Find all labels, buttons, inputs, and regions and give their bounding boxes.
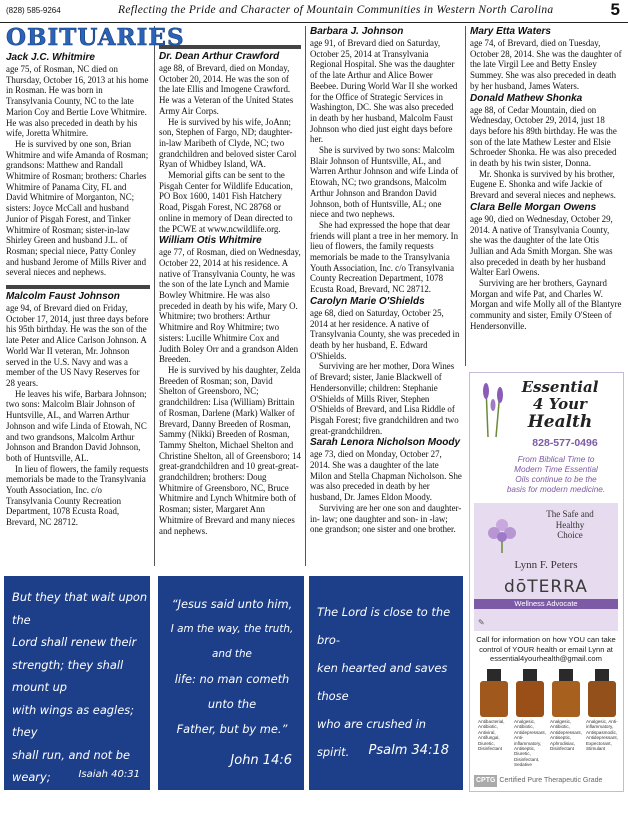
info-line: control of YOUR health or email Lynn at (479, 644, 613, 654)
obit-text: age 91, of Brevard died on Saturday, October 25, 2014 at Transylvania Regional Hospital. She was the daughter of the late Arthur and Alice Bower Beebee. During World War II she worked for the Office of Strategic Services in Washington, DC. She was also preceded in death by her husband, Malcolm Faust Johnson who died just eight days before her. (310, 38, 458, 145)
obit-text: age 90, died on Wednesday, October 29, 2014. A native of Transylvania County, she was the daughter of the late Otis Jullian and Ada Smith Morgan. She was also preceded in death by her husband Walter Earl Owens. (470, 213, 613, 278)
column-rule (154, 26, 155, 566)
info-line: Call for information on how YOU can take (476, 635, 616, 644)
slogan-line: Modern Time Essential (514, 465, 598, 474)
obit-name: Clara Belle Morgan Owens (470, 201, 597, 213)
obit-text: age 88, of Brevard, died on Monday, October 20, 2014. He was the son of the late Ellis and Imogene Crawford. He was a Veteran of the United States Army Air Corps. (159, 63, 294, 116)
obit-name: Malcolm Faust Johnson (6, 291, 120, 303)
ad-title-line: 4 Your (533, 395, 587, 413)
verse-line: ken hearted and saves those (317, 661, 448, 703)
ad-brand: dōTERRA (504, 577, 588, 597)
oil-label: Analgesic, Antibiotic, Antidepressant, Anti-inflammatory, Antiseptic, Diuretic, Disinfectant, Sedative (514, 719, 546, 768)
ad-title-line: Essential (521, 378, 599, 396)
verse-reference: Psalm 34:18 (368, 743, 449, 758)
divider (6, 282, 150, 289)
safe-line: The Safe and (546, 509, 594, 519)
column-2 (159, 25, 301, 565)
ad-title-line: Health (527, 412, 593, 432)
verse-line: I am the way, the truth, and the (170, 623, 294, 660)
oil-bottle (586, 669, 618, 751)
page-header (0, 0, 628, 23)
obit-text: Surviving are her mother, Dora Wines of Brevard; sister, Janie Blackwell of Hendersonville; children: Stephanie O'Shields of Mills River, Stephen O'Shields of Brevard, and Lisa Riddle of Pisgah Forest; five grandchildren and two great-grandchildren. (310, 361, 459, 436)
flower-icon (484, 511, 520, 553)
column-1 (6, 24, 185, 565)
obit-name: Carolyn Marie O'Shields (310, 295, 425, 307)
obit-text: She had expressed the hope that dear friends will plant a tree in her memory. In lieu of flowers, the family requests memorials be made to the Transylvania Youth Association, Inc. c/o Transylvania County Recreation Department, 1078 Ecusta Road, Brevard, NC 28712. (310, 219, 459, 295)
obit-text: Mr. Shonka is survived by his brother, Eugene E. Shonka and wife Jackie of Brevard and several nieces and nephews. (470, 168, 616, 201)
cptg-text: Certified Pure Therapeutic Grade (499, 777, 603, 784)
divider (159, 25, 301, 49)
obit-name: Dr. Dean Arthur Crawford (159, 51, 280, 62)
verse-reference: Isaiah 40:31 (78, 769, 140, 780)
verse-line: strength; they shall mount up (12, 657, 124, 694)
ad-title (500, 379, 620, 432)
cptg-badge: CPTG (474, 775, 497, 787)
obit-name: Jack J.C. Whitmire (6, 52, 95, 63)
verse-line: they shall walk, and not faint. (12, 792, 126, 829)
signature-icon: ✎ (478, 618, 485, 627)
obit-text: He is survived by his wife, JoAnn; son, Stephen of Fargo, ND; daughter-in-law Maribeth of Clyde, NC; two grandchildren and beloved sister Carol Ryan of Whidbey Island, WA. (159, 116, 297, 170)
oil-bottle (514, 669, 546, 768)
obit-name: Mary Etta Waters (470, 26, 551, 37)
verse-line: with wings as eagles; they (12, 702, 134, 739)
ad-phone: 828-577-0496 (532, 437, 598, 449)
obit-text: age 88, of Cedar Mountain, died on Wednesday, October 29, 2014, just 18 days before his 89th birthday. He was the son of the late Mathew Lester and Elsie Schroeder Shonka. He was also preceded in death by his twin sister, Donna. (470, 104, 617, 169)
oil-label: Analgesic, Anti-inflammatory, Antispasmodic, Antidepressant, Expectorant, Stimulant (586, 719, 618, 752)
oil-bottle (478, 669, 510, 751)
oil-bottles (474, 669, 618, 773)
obit-text: In lieu of flowers, the family requests memorials be made to the Transylvania Youth Association, Inc. c/o Transylvania County Recreation Department, 1078 Ecusta Road, Brevard, NC 28712. (6, 463, 149, 528)
obit-name: Sarah Lenora Nicholson Moody (310, 437, 461, 449)
obit-text: age 77, of Rosman, died on Wednesday, October 22, 2014 at his residence. A native of Transylvania County, he was the son of the late Lynch and Mamie Bowley Whitmire. He was also preceded in death by his wife, Mary O. Whitmire; two brothers: Arthur Whitmire and Roy Whitmire; two sisters: Lucille Whitmire Cox and Judith Boley Orr and a grandson Alden Breeden. (159, 247, 301, 365)
ad-slogan (494, 455, 618, 495)
obit-text: Memorial gifts can be sent to the Pisgah Center for Wildlife Education, PO Box 1600, 1401 Fish Hatchery Road, Pisgah Forest, NC 28768 or online in memory of Dean directed to the PCWE at www.ncwildlife.org. (159, 170, 293, 234)
verse-box-john (158, 576, 304, 790)
oil-bottle (550, 669, 582, 751)
obit-text: He is survived by one son, Brian Whitmire and wife Amanda of Rosman; grandsons: Matthew and Randall Whitmire of Rosman; brothers: Charles Whitmire of Panama City, FL and David Whitmire of Morganton, NC; sisters: Joyce McCall and husband Junior of Pisgah Forest, and Tinker Whitmire of Rosman; sister-in-law Shirley Green and husband J.L. of Rosman; special niece, Patty Conley and husband Jerome of Mills River and several nieces and nephews. (6, 138, 149, 278)
obit-text: He is survived by his daughter, Zelda Breeden of Rosman; son, David Shelton of Greensboro, NC; grandchildren: Lisa (William) Brittain of Rosman, Darlene (Mark) Walker of Brevard, Danny Breeden of Rosman, Sammy (Nikki) Breeden of Rosman, Tammy Shelton, Michael Shelton and Christine Shelton, all of Greensboro; 14 great-grandchildren and 10 great-great-grandchildren; brothers: Doug Whitmire of Greensboro, NC, Bruce Whitmire and Lynch Whitmire both of Rosman; sister, Margaret Ann Whitmire of Brevard and many nieces and nephews. (159, 364, 301, 536)
column-4 (470, 25, 622, 365)
verse-line: The Lord is close to the bro- (317, 605, 451, 647)
page-title: OBITUARIES (6, 24, 185, 51)
obit-text: age 94, of Brevard died on Friday, October 17, 2014, just three days before his 95th birthday. He was the son of the late Peter and Alice Carlson Johnson. A World War II veteran, Mr. Johnson served in the U.S. Navy and was a member of the US Navy Reserves for 28 years. (6, 303, 149, 388)
slogan-line: From Biblical Time to (517, 455, 595, 464)
ad-safe-text (530, 509, 610, 541)
safe-line: Healthy (555, 519, 585, 530)
oil-label: Analgesic, Antibiotic, Antidepressant, Antiseptic, Aphrodisiac, Disinfectant (550, 719, 582, 752)
verse-line: “Jesus said unto him, (171, 597, 293, 611)
info-line: essential4yourhealth@gmail.com (490, 654, 602, 664)
slogan-line: Oils continue to be the (515, 475, 597, 484)
verse-line: Lord shall renew their (12, 635, 137, 649)
ad-person: Lynn F. Peters (514, 559, 578, 571)
obit-name: Donald Mathew Shonka (470, 92, 583, 104)
ad-cptg (474, 775, 618, 787)
verse-box-isaiah (4, 576, 150, 829)
verse-line: Father, but by me.” (176, 722, 288, 736)
verse-text (164, 592, 300, 742)
obit-text: Surviving are her one son and daughter- in- law; one daughter and son- in -law; one grandson; one sister and one brother. (310, 502, 462, 535)
page-number: 5 (610, 0, 620, 19)
obit-text: She is survived by two sons: Malcolm Blair Johnson of Huntsville, AL, and Warren Arthur Johnson and wife Linda of Etowah, NC; two grandsons, Malcolm Arthur Johnson and Brandon David Johnson, both of Huntsville, AL; one niece and two nephews. (310, 145, 459, 220)
verse-line: life: no man cometh unto the (174, 672, 290, 711)
obit-text: age 68, died on Saturday, October 25, 2014 at her residence. A native of Transylvania County, she was preceded in death by her husband, E. Edward O'Shields. (310, 307, 460, 361)
obit-text: He leaves his wife, Barbara Johnson; two sons: Malcolm Blair Johnson of Huntsville, AL, and Warren Arthur Johnson and wife Linda of Etowah, NC and two grandsons, Malcolm Arthur Johnson and Brandon David Johnson, both of Huntsville, AL. (6, 388, 147, 463)
column-rule (305, 26, 306, 566)
verse-reference: John 14:6 (230, 753, 292, 768)
safe-line: Choice (557, 530, 583, 540)
oil-label: Antibacterial, Antibiotic, Antiviral, Antifungal, Diuretic, Disinfectant (478, 719, 505, 752)
ad-info (474, 635, 618, 664)
verse-text (317, 598, 461, 766)
verse-line: who are crushed in spirit. (317, 717, 426, 759)
obit-text: Surviving are her brothers, Gaynard Morgan and wife Pat, and Charles W. Morgan and wife Molly all of the Blantyre community and sister, Emily O'Steen of Hendersonville. (470, 278, 622, 331)
ad-advocate: Wellness Advocate (474, 599, 618, 609)
obit-text: age 73, died on Monday, October 27, 2014. She was a daughter of the late Milon and Stella Chapman Nicholson. She was also preceded in death by her husband, Dr. James Eldon Moody. (310, 449, 462, 503)
column-rule (465, 26, 466, 366)
verse-line: shall run, and not be weary; (12, 747, 131, 784)
advertisement (469, 372, 624, 792)
obit-text: age 75, of Rosman, NC died on Thursday, October 16, 2013 at his home in Rosman. He was born in Transylvania County, NC to the late Marion Coy and Bertie Love Whitmire. He was also preceded in death by his wife, Joretta Whitmire. (6, 64, 149, 139)
verse-box-psalm (309, 576, 463, 790)
header-phone: (828) 585-9264 (6, 6, 61, 15)
verse-text (12, 586, 148, 834)
obit-name: William Otis Whitmire (159, 235, 262, 247)
verse-line: But they that wait upon the (12, 590, 148, 627)
ad-choice-panel (474, 503, 618, 631)
obit-name: Barbara J. Johnson (310, 26, 404, 37)
column-3 (310, 25, 462, 565)
header-tagline: Reflecting the Pride and Character of Mountain Communities in Western North Carolina (118, 4, 554, 16)
obit-text: age 74, of Brevard, died on Tuesday, October 28, 2014. She was the daughter of the late Virgil Lee and Betty Ensley Summey. She was also preceded in death by her husband, James Waters. (470, 38, 622, 91)
slogan-line: basis for modern medicine. (506, 485, 606, 494)
